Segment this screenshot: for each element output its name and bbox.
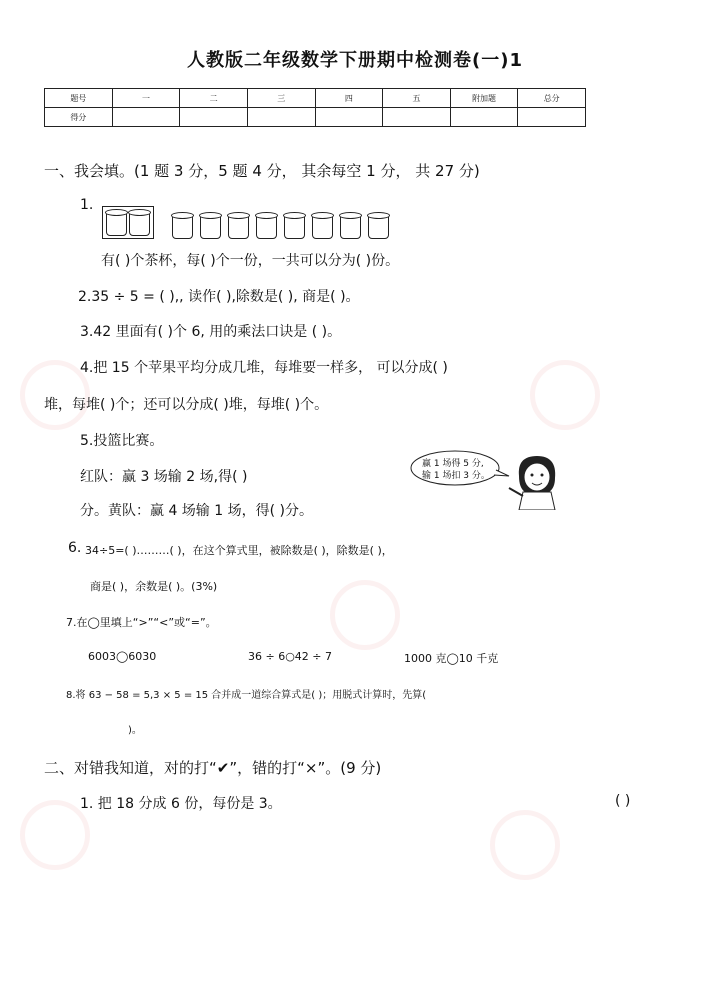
score-input-cell[interactable] [450,108,518,127]
watermark-ring [530,360,600,430]
speech-bubble [410,448,500,488]
teacup-icon [200,215,221,239]
teacup-icon [172,215,193,239]
score-cell: 四 [315,89,383,108]
score-table [44,88,586,127]
watermark-ring [330,580,400,650]
score-cell: 题号 [45,89,113,108]
q6-number: 6. [68,540,82,556]
teacup-illustration [102,206,396,236]
q8-line1: 8.将 63 − 58 = 5,3 × 5 = 15 合并成一道综合算式是( )；用脱式计算时，先算( [66,690,427,701]
teacup-icon [256,215,277,239]
page-title: 人教版二年级数学下册期中检测卷(一)1 [187,50,523,71]
score-input-cell[interactable] [180,108,248,127]
score-input-cell[interactable] [315,108,383,127]
score-input-cell[interactable] [247,108,315,127]
score-table-header-row [45,89,586,108]
bubble-text-line2: 输 1 场扣 3 分。 [422,471,490,481]
q1-number: 1. [80,197,94,213]
q6-line1: 34÷5=( )………( )，在这个算式里，被除数是( )，除数是( )， [85,544,393,557]
score-input-cell[interactable] [383,108,451,127]
section2-q1: 1. 把 18 分成 6 份，每份是 3。 [80,796,282,812]
score-input-cell[interactable] [112,108,180,127]
q3-text: 3.42 里面有( )个 6, 用的乘法口诀是 ( )。 [80,324,342,340]
score-cell: 附加题 [450,89,518,108]
score-cell: 二 [180,89,248,108]
score-cell: 总分 [518,89,586,108]
q1-text: 有( )个茶杯，每( )个一份，一共可以分为( )份。 [101,253,400,269]
teacup-icon [129,212,150,236]
teacup-icon [106,212,127,236]
section1-heading: 一、我会填。(1 题 3 分，5 题 4 分， 其余每空 1 分， 共 27 分) [44,162,480,180]
score-cell: 五 [383,89,451,108]
score-cell: 一 [112,89,180,108]
bubble-text-line1: 赢 1 场得 5 分, [422,459,484,469]
q4-line1: 4.把 15 个苹果平均分成几堆，每堆要一样多， 可以分成( ) [80,360,448,376]
teacup-icon [284,215,305,239]
watermark-ring [490,810,560,880]
teacup-icon [368,215,389,239]
score-input-cell[interactable] [518,108,586,127]
q4-line2: 堆，每堆( )个；还可以分成( )堆，每堆( )个。 [44,397,329,413]
score-table-score-row [45,108,586,127]
score-cell: 三 [247,89,315,108]
teacup-pair-box [102,206,154,239]
q5-title: 5.投篮比赛。 [80,433,164,449]
teacup-icon [340,215,361,239]
teacup-icon [312,215,333,239]
section2-q1-answer-paren: ( ) [615,793,631,809]
teacup-icon [228,215,249,239]
q7-item-b: 36 ÷ 6○42 ÷ 7 [248,650,333,663]
q7-item-a: 6003◯6030 [88,650,157,663]
q8-line2: )。 [128,725,142,736]
q7-title: 7.在◯里填上“>”“<”或“=”。 [66,616,217,629]
q5-line1: 红队：赢 3 场输 2 场,得( ) [80,469,248,485]
score-cell: 得分 [45,108,113,127]
q7-item-c: 1000 克◯10 千克 [404,652,499,665]
q6-line2: 商是( )，余数是( )。(3%) [90,580,218,593]
q5-line2: 分。黄队：赢 4 场输 1 场，得( )分。 [80,503,313,519]
q2-text: 2.35 ÷ 5 = ( ),, 读作( ),除数是( ), 商是( )。 [78,289,360,305]
section2-heading: 二、对错我知道，对的打“✔”，错的打“×”。(9 分) [44,759,382,777]
girl-illustration [505,452,567,510]
